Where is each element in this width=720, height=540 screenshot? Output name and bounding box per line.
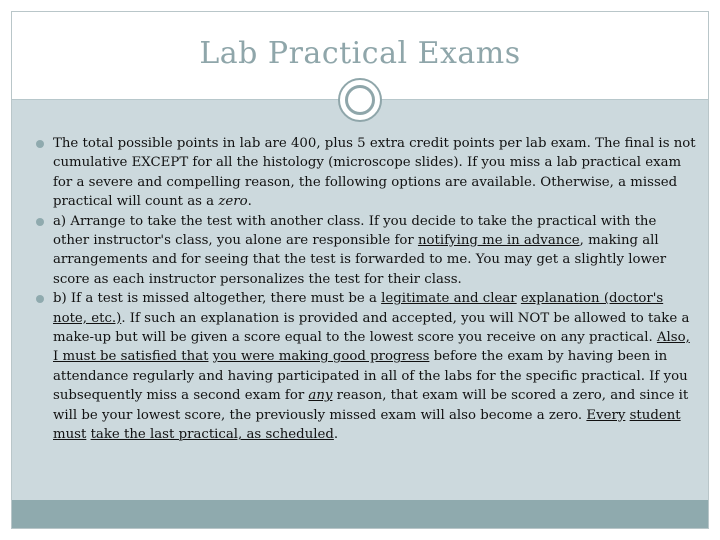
bullet-text: , making all arrangements and for seeing that the test is forwarded to me. You may get a slightly lower score as each instructor personalizes the test for their class. <box>53 233 667 287</box>
bullet-text: . If such an explanation is provided and accepted, you will NOT be allowed to take a make-up but will be given a score equal to the lowest score you receive on any practical. <box>53 310 690 346</box>
bullet-text: before the exam by having been in attendance regularly and having participated in all of the labs for the specific practical. If you subsequently miss a second exam for <box>53 349 688 404</box>
bullet-item-points <box>32 134 696 212</box>
bullet-text: b) If a test is missed altogether, there must be a <box>53 291 382 307</box>
underline-explanation: explanation (doctor's note, etc.) <box>53 291 664 326</box>
underline-satisfied: Also, I must be satisfied that <box>53 330 690 365</box>
inner-circle <box>345 85 375 115</box>
bullet-text: . <box>247 194 252 210</box>
bullet-item-option-a <box>32 212 696 290</box>
slide <box>11 11 709 529</box>
underline-notify: notifying me in advance <box>417 233 580 249</box>
bullet-list <box>32 134 696 445</box>
emphasis-zero: zero <box>218 194 248 210</box>
bullet-text: . <box>333 427 339 443</box>
slide-title: Lab Practical Exams <box>199 36 521 71</box>
underline-student-must: student must <box>53 407 681 443</box>
underline-every: Every <box>586 407 626 423</box>
bullet-text: a) Arrange to take the test with another class. If you decide to take the practical with the other instructor's class, you alone are responsible for <box>53 213 657 249</box>
underline-progress: you were making good progress <box>212 349 430 365</box>
bullet-item-option-b <box>32 289 696 444</box>
underline-any: any <box>308 388 333 404</box>
bullet-text: reason, that exam will be scored a zero, and since it will be your lowest score, the previously missed exam will also become a zero. <box>53 388 689 423</box>
round-bullet-icon <box>36 218 44 226</box>
bullet-text: The total possible points in lab are 400, plus 5 extra credit points per lab exam. The final is not cumulative EXCEPT for all the histology (microscope slides). If you miss a lab practical exam for a severe and compelling reason, the following options are available. Otherwise, a missed practical will count as a <box>53 136 696 210</box>
bottom-bar <box>12 500 708 528</box>
underline-legitimate: legitimate and clear <box>381 291 517 307</box>
underline-last-practical: take the last practical, as scheduled <box>90 427 334 443</box>
concentric-circle-icon <box>338 78 382 122</box>
round-bullet-icon <box>36 140 44 148</box>
round-bullet-icon <box>36 295 44 303</box>
